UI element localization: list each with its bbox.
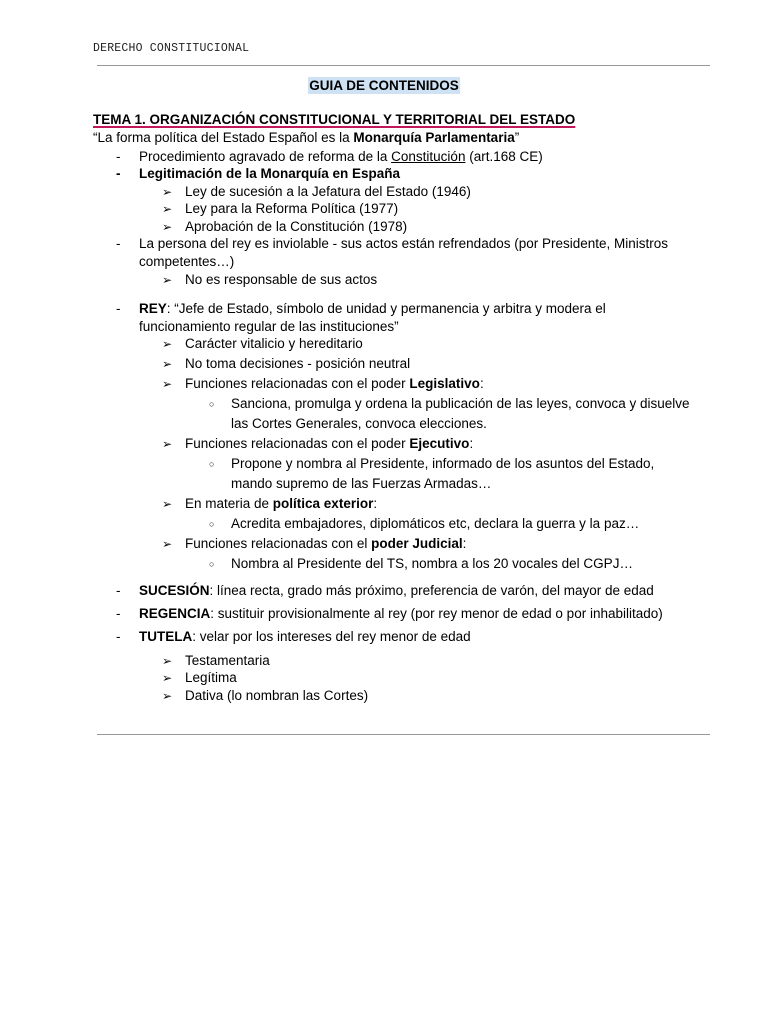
arrow-bullet-icon: ➢ [162,273,173,287]
dash-bullet: - [116,166,121,181]
list-item-reforma: Procedimiento agravado de reforma de la Constitución (art.168 CE) [139,149,543,164]
arrow-bullet-icon: ➢ [162,654,173,668]
list-item-tutela-3: Dativa (lo nombran las Cortes) [185,688,369,703]
list-item-ejecutivo-detail-line1: Propone y nombra al Presidente, informado de los asuntos del Estado, [231,456,655,471]
dash-bullet: - [116,301,121,316]
guide-title [0,77,768,95]
list-item-rey-line1: REY: “Jefe de Estado, símbolo de unidad y permanencia y arbitra y modera el [139,301,606,316]
list-item-rey-2: No toma decisiones - posición neutral [185,356,411,371]
list-item-judicial-detail: Nombra al Presidente del TS, nombra a los 20 vocales del CGPJ… [231,556,633,571]
arrow-bullet-icon: ➢ [162,497,173,511]
circle-bullet-icon: ○ [209,459,215,469]
guide-title-text: GUIA DE CONTENIDOS [309,78,459,93]
dash-bullet: - [116,629,121,644]
list-item-rey-ejecutivo: Funciones relacionadas con el poder Ejecutivo: [185,436,474,451]
circle-bullet-icon: ○ [209,559,215,569]
dash-bullet: - [116,236,121,251]
list-item-no-responsable: No es responsable de sus actos [185,272,378,287]
footer-divider [97,734,710,735]
arrow-bullet-icon: ➢ [162,537,173,551]
list-item-tutela-1: Testamentaria [185,653,270,668]
dash-bullet: - [116,606,121,621]
list-item-exterior-detail: Acredita embajadores, diplomáticos etc, declara la guerra y la paz… [231,516,640,531]
list-item-regencia: REGENCIA: sustituir provisionalmente al rey (por rey menor de edad o por inhabilitado) [139,606,663,621]
list-item-rey-legislativo: Funciones relacionadas con el poder Legislativo: [185,376,484,391]
arrow-bullet-icon: ➢ [162,671,173,685]
list-item-legislativo-detail-line2: las Cortes Generales, convoca elecciones. [231,416,487,431]
topic-heading: TEMA 1. ORGANIZACIÓN CONSTITUCIONAL Y TERRITORIAL DEL ESTADO [93,112,576,127]
list-item-legit-3: Aprobación de la Constitución (1978) [185,219,408,234]
arrow-bullet-icon: ➢ [162,357,173,371]
list-item-legit-2: Ley para la Reforma Política (1977) [185,201,399,216]
circle-bullet-icon: ○ [209,399,215,409]
arrow-bullet-icon: ➢ [162,337,173,351]
list-item-rey-line2: funcionamiento regular de las instituciones” [139,319,399,334]
arrow-bullet-icon: ➢ [162,185,173,199]
circle-bullet-icon: ○ [209,519,215,529]
list-item-legitimacion: Legitimación de la Monarquía en España [139,166,401,181]
arrow-bullet-icon: ➢ [162,202,173,216]
intro-paragraph: “La forma política del Estado Español es la Monarquía Parlamentaria” [93,130,520,145]
arrow-bullet-icon: ➢ [162,689,173,703]
list-item-inviolable-line1: La persona del rey es inviolable - sus actos están refrendados (por Presidente, Ministros [139,236,669,251]
list-item-tutela-2: Legítima [185,670,237,685]
list-item-rey-exterior: En materia de política exterior: [185,496,378,511]
list-item-rey-1: Carácter vitalicio y hereditario [185,336,363,351]
intro-bold: Monarquía Parlamentaria [353,130,515,145]
constitution-link-text: Constitución [391,149,466,164]
arrow-bullet-icon: ➢ [162,437,173,451]
dash-bullet: - [116,583,121,598]
list-item-legislativo-detail-line1: Sanciona, promulga y ordena la publicación de las leyes, convoca y disuelve [231,396,690,411]
header-divider [97,65,710,66]
document-header: DERECHO CONSTITUCIONAL [93,42,250,55]
list-item-ejecutivo-detail-line2: mando supremo de las Fuerzas Armadas… [231,476,492,491]
arrow-bullet-icon: ➢ [162,220,173,234]
dash-bullet: - [116,149,121,164]
list-item-legit-1: Ley de sucesión a la Jefatura del Estado (1946) [185,184,471,199]
arrow-bullet-icon: ➢ [162,377,173,391]
list-item-rey-judicial: Funciones relacionadas con el poder Judicial: [185,536,467,551]
list-item-sucesion: SUCESIÓN: línea recta, grado más próximo, preferencia de varón, del mayor de edad [139,583,654,598]
list-item-inviolable-line2: competentes…) [139,254,235,269]
list-item-tutela: TUTELA: velar por los intereses del rey menor de edad [139,629,471,644]
